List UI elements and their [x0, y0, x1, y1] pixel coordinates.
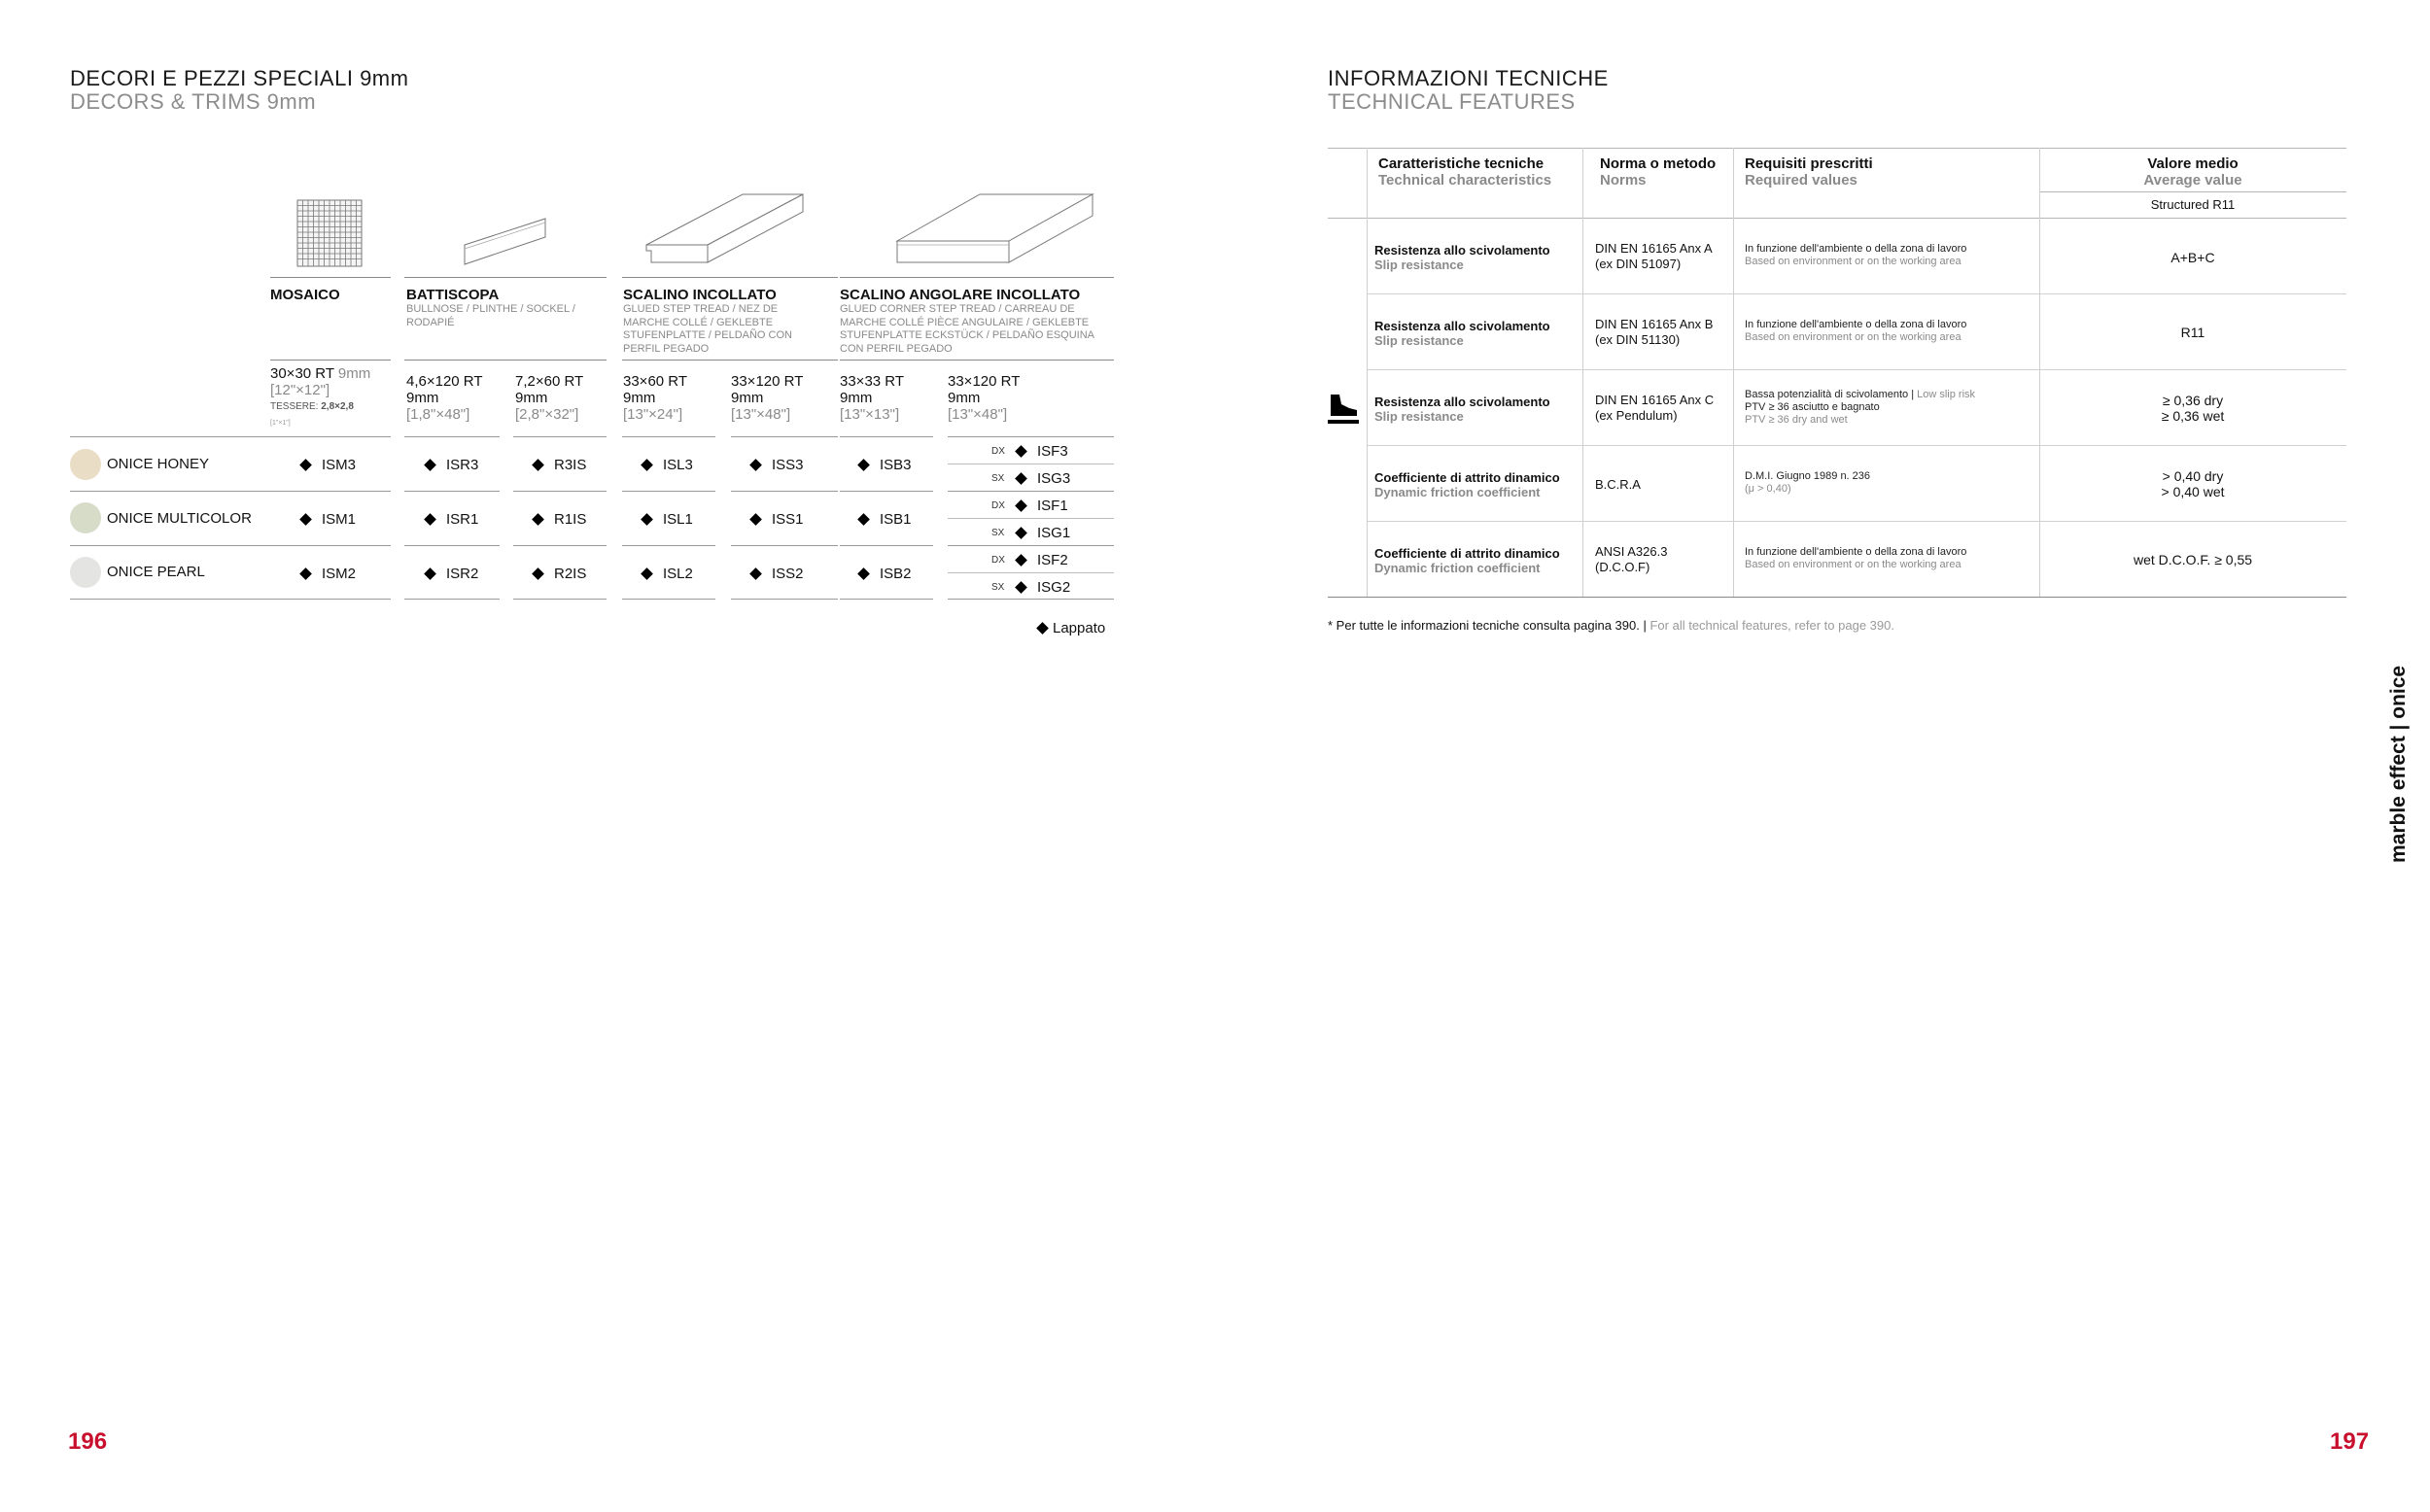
size-mosaico — [270, 365, 370, 431]
product-scalino — [623, 287, 806, 356]
code-cell: ISM3 — [301, 457, 356, 473]
row-dcof-ansi: Coefficiente di attrito dinamico Dynamic friction coefficient — [1374, 546, 1560, 575]
diamond-icon — [749, 459, 762, 471]
size-mm: 9mm — [731, 390, 764, 406]
size-main: 33×33 RT — [840, 373, 905, 390]
diamond-icon — [749, 513, 762, 526]
req-cell: D.M.I. Giugno 1989 n. 236 (μ > 0,40) — [1745, 470, 1871, 495]
size-main: 7,2×60 RT — [515, 373, 584, 390]
row-name: ONICE HONEY — [107, 456, 210, 472]
side-label: marble effect | onice — [2387, 665, 2410, 863]
size-main: 30×30 RT — [270, 365, 334, 382]
code-cell: ISL1 — [642, 511, 693, 528]
code-cell: R1IS — [534, 511, 586, 528]
header-structured: Structured R11 — [2150, 197, 2236, 212]
diamond-icon — [857, 513, 870, 526]
size-angolare-2 — [948, 373, 1020, 423]
product-mosaico-title: MOSAICO — [270, 287, 340, 303]
size-battiscopa-1 — [406, 373, 483, 423]
product-scalino-subtitle: GLUED STEP TREAD / NEZ DE MARCHE COLLÉ / GEKLEBTE STUFENPLATTE / PELDAÑO CON PERFIL PEGADO — [623, 303, 792, 355]
page-number-left: 196 — [68, 1428, 108, 1455]
req-cell: Bassa potenzialità di scivolamento | Low slip risk PTV ≥ 36 asciutto e bagnato PTV ≥ 36 dry and wet — [1745, 389, 1976, 426]
size-main: 4,6×120 RT — [406, 373, 483, 390]
size-inch: [12"×12"] — [270, 382, 330, 398]
code-cell: ISS3 — [751, 457, 804, 473]
code-cell: ISR2 — [426, 566, 478, 582]
req-cell: In funzione dell'ambiente o della zona di lavoro Based on environment or on the working area — [1745, 546, 1967, 570]
diamond-icon — [424, 459, 436, 471]
header-characteristics — [1378, 155, 1551, 189]
legend-lappato: Lappato — [1038, 620, 1105, 636]
code-cell: R3IS — [534, 457, 586, 473]
product-battiscopa-subtitle: BULLNOSE / PLINTHE / SOCKEL / RODAPIÉ — [406, 303, 575, 328]
left-subtitle: DECORS & TRIMS 9mm — [70, 89, 317, 114]
code-cell: R2IS — [534, 566, 586, 582]
footnote-it: * Per tutte le informazioni tecniche consulta pagina 390. | — [1328, 618, 1647, 633]
norm-cell: ANSI A326.3 (D.C.O.F) — [1595, 544, 1668, 574]
product-battiscopa — [406, 287, 601, 329]
size-main: 33×120 RT — [731, 373, 804, 390]
size-inch: [13"×13"] — [840, 406, 900, 423]
size-inch: [13"×24"] — [623, 406, 683, 423]
swatch-onice-pearl — [70, 557, 101, 588]
code-cell: ISR1 — [426, 511, 478, 528]
code-cell: ISR3 — [426, 457, 478, 473]
diamond-icon — [641, 459, 653, 471]
product-scalino-title: SCALINO INCOLLATO — [623, 287, 777, 303]
size-inch: [1,8"×48"] — [406, 406, 470, 423]
row-name: ONICE PEARL — [107, 564, 205, 580]
diamond-icon — [424, 567, 436, 580]
right-title: INFORMAZIONI TECNICHE — [1328, 66, 1609, 90]
diamond-icon — [1036, 622, 1049, 635]
tessere-inch: [1"×1"] — [270, 420, 291, 427]
code-dx: DX ISF3 — [991, 443, 1068, 460]
footnote-en: For all technical features, refer to page 390. — [1649, 618, 1894, 633]
code-dx: DX ISF2 — [991, 552, 1068, 568]
header-val-en: Average value — [2143, 172, 2242, 189]
diamond-icon — [1015, 554, 1027, 567]
size-main: 33×60 RT — [623, 373, 688, 390]
header-char-it: Caratteristiche tecniche — [1378, 155, 1545, 172]
diamond-icon — [749, 567, 762, 580]
product-scalino-angolare-title: SCALINO ANGOLARE INCOLLATO — [840, 287, 1081, 303]
val-cell: ≥ 0,36 dry ≥ 0,36 wet — [2161, 393, 2225, 424]
val-cell: > 0,40 dry > 0,40 wet — [2161, 468, 2225, 499]
row-slip-b: Resistenza allo scivolamento Slip resistance — [1374, 319, 1550, 348]
code-cell: ISB2 — [859, 566, 912, 582]
size-inch: [13"×48"] — [948, 406, 1008, 423]
size-mm: 9mm — [406, 390, 439, 406]
norm-cell: B.C.R.A — [1595, 477, 1641, 492]
swatch-onice-multicolor — [70, 502, 101, 533]
swatch-onice-honey — [70, 449, 101, 480]
shoe-icon — [1328, 391, 1359, 426]
size-scalino-2 — [731, 373, 803, 423]
code-cell: ISL3 — [642, 457, 693, 473]
header-norm-it: Norma o metodo — [1600, 155, 1717, 172]
diamond-icon — [641, 513, 653, 526]
diamond-icon — [532, 567, 544, 580]
row-name: ONICE MULTICOLOR — [107, 510, 252, 527]
diamond-icon — [1015, 445, 1027, 458]
header-req-it: Requisiti prescritti — [1745, 155, 1873, 172]
norm-cell: DIN EN 16165 Anx B (ex DIN 51130) — [1595, 317, 1714, 347]
header-norm-en: Norms — [1600, 172, 1647, 189]
size-main: 33×120 RT — [948, 373, 1021, 390]
product-scalino-angolare-subtitle: GLUED CORNER STEP TREAD / CARREAU DE MARCHE COLLÉ PIÈCE ANGULAIRE / GEKLEBTE STUFENPLATTE ECKSTÜCK / PELDAÑO ESQUINA CON PERFIL PEGADO — [840, 303, 1094, 355]
bullnose-illustration — [462, 216, 551, 270]
row-dcof-bcra: Coefficiente di attrito dinamico Dynamic friction coefficient — [1374, 470, 1560, 499]
size-mm: 9mm — [337, 365, 371, 382]
req-cell: In funzione dell'ambiente o della zona di lavoro Based on environment or on the working area — [1745, 243, 1967, 267]
size-mm: 9mm — [623, 390, 656, 406]
size-mm: 9mm — [515, 390, 548, 406]
size-angolare-1 — [840, 373, 904, 423]
diamond-icon — [857, 459, 870, 471]
product-battiscopa-title: BATTISCOPA — [406, 287, 500, 303]
code-sx: SX ISG3 — [991, 470, 1071, 487]
header-char-en: Technical characteristics — [1378, 172, 1552, 189]
size-scalino-1 — [623, 373, 687, 423]
right-subtitle: TECHNICAL FEATURES — [1328, 89, 1576, 114]
size-inch: [13"×48"] — [731, 406, 791, 423]
code-cell: ISS2 — [751, 566, 804, 582]
step-tread-illustration — [643, 190, 807, 270]
req-cell: In funzione dell'ambiente o della zona di lavoro Based on environment or on the working area — [1745, 319, 1967, 343]
footnote — [1328, 618, 1894, 633]
code-sx: SX ISG2 — [991, 579, 1071, 596]
val-cell: R11 — [2180, 325, 2205, 340]
code-cell: ISS1 — [751, 511, 804, 528]
norm-cell: DIN EN 16165 Anx A (ex DIN 51097) — [1595, 241, 1713, 271]
size-mm: 9mm — [840, 390, 873, 406]
code-cell: ISB1 — [859, 511, 912, 528]
diamond-icon — [857, 567, 870, 580]
diamond-icon — [641, 567, 653, 580]
header-val-it: Valore medio — [2147, 155, 2239, 172]
code-sx: SX ISG1 — [991, 525, 1071, 541]
val-cell: wet D.C.O.F. ≥ 0,55 — [2133, 552, 2253, 567]
header-req-en: Required values — [1745, 172, 1857, 189]
size-mm: 9mm — [948, 390, 981, 406]
row-slip-a: Resistenza allo scivolamento Slip resistance — [1374, 243, 1550, 272]
corner-step-illustration — [892, 190, 1096, 270]
diamond-icon — [299, 459, 312, 471]
code-dx: DX ISF1 — [991, 498, 1068, 514]
diamond-icon — [424, 513, 436, 526]
header-norms — [1600, 155, 1716, 189]
page-number-right: 197 — [2330, 1428, 2370, 1455]
diamond-icon — [299, 567, 312, 580]
tessere-label: TESSERE: — [270, 401, 319, 412]
diamond-icon — [1015, 499, 1027, 512]
product-scalino-angolare — [840, 287, 1110, 356]
header-average — [2039, 155, 2346, 189]
diamond-icon — [532, 513, 544, 526]
row-slip-c: Resistenza allo scivolamento Slip resistance — [1374, 395, 1550, 424]
val-cell: A+B+C — [2170, 250, 2215, 265]
diamond-icon — [299, 513, 312, 526]
header-required — [1745, 155, 1873, 189]
left-title: DECORI E PEZZI SPECIALI 9mm — [70, 66, 409, 90]
code-cell: ISM1 — [301, 511, 356, 528]
diamond-icon — [1015, 527, 1027, 539]
size-battiscopa-2 — [515, 373, 583, 423]
code-cell: ISB3 — [859, 457, 912, 473]
mosaic-illustration — [296, 199, 364, 269]
diamond-icon — [1015, 472, 1027, 485]
norm-cell: DIN EN 16165 Anx C (ex Pendulum) — [1595, 393, 1715, 423]
code-cell: ISL2 — [642, 566, 693, 582]
code-cell: ISM2 — [301, 566, 356, 582]
size-inch: [2,8"×32"] — [515, 406, 579, 423]
tessere-value: 2,8×2,8 — [321, 401, 354, 412]
diamond-icon — [1015, 581, 1027, 594]
diamond-icon — [532, 459, 544, 471]
